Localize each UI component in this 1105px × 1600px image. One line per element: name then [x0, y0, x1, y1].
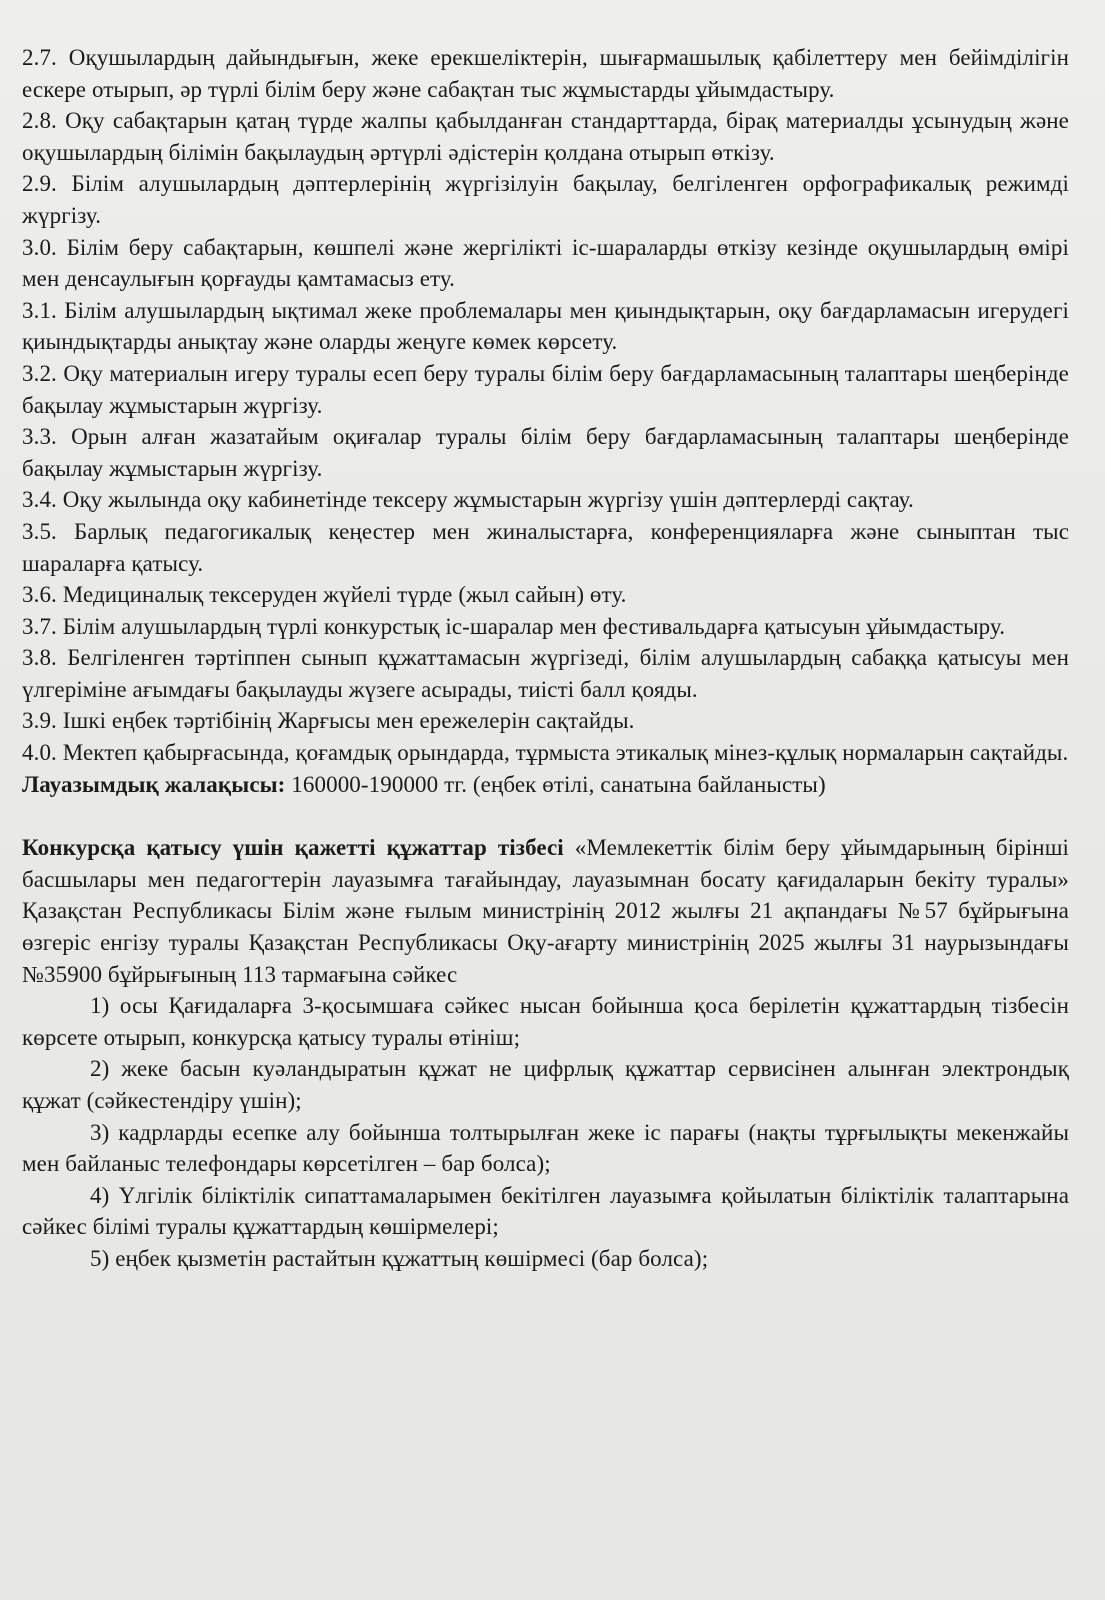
duty-item-3-6: 3.6. Медициналық тексеруден жүйелі түрде (жыл сайын) өту. [22, 582, 627, 608]
duty-item-2-8: 2.8. Оқу сабақтарын қатаң түрде жалпы қабылданған стандарттарда, бірақ материалды ұсынудың және оқушылардың білімін бақылаудың әртүрлі әдістерін қолдана отырып өткізу. [22, 108, 1069, 165]
duty-item-3-2: 3.2. Оқу материалын игеру туралы есеп беру туралы білім беру бағдарламасының талаптары шеңберінде бақылау жұмыстарын жүргізу. [22, 360, 1069, 418]
document-item-2: 2) жеке басын куәландыратын құжат не цифрлық құжаттар сервисінен алынған электрондық құжат (сәйкестендіру үшін); [22, 1056, 1069, 1113]
duty-item-3-4: 3.4. Оқу жылында оқу кабинетінде тексеру жұмыстарын жүргізу үшін дәптерлерді сақтау. [22, 487, 914, 513]
salary-value: 160000-190000 тг. (еңбек өтілі, санатына байланысты) [285, 771, 826, 797]
duty-item-3-1: 3.1. Білім алушылардың ықтимал жеке проблемалары мен қиындықтарын, оқу бағдарламасын игерудегі қиындықтарды анықтау және оларды жеңуге көмек көрсету. [22, 297, 1069, 355]
document-item-1: 1) осы Қағидаларға 3-қосымшаға сәйкес нысан бойынша қоса берілетін құжаттардың тізбесін көрсете отырып, конкурсқа қатысу туралы өтініш; [22, 993, 1069, 1050]
duty-item-3-7: 3.7. Білім алушылардың түрлі конкурстық іс-шаралар мен фестивальдарға қатысуын ұйымдастыру. [22, 613, 1006, 639]
duty-item-2-9: 2.9. Білім алушылардың дәптерлерінің жүргізілуін бақылау, белгіленген орфографикалық режимді жүргізу. [22, 171, 1069, 228]
duty-item-4-0: 4.0. Мектеп қабырғасында, қоғамдық орындарда, тұрмыста этикалық мінез-құлық нормаларын сақтайды. [22, 740, 1069, 766]
document-item-5: 5) еңбек қызметін растайтын құжаттың көшірмесі (бар болса); [90, 1245, 709, 1271]
duty-item-3-3: 3.3. Орын алған жазатайым оқиғалар туралы білім беру бағдарламасының талаптары шеңберінде бақылау жұмыстарын жүргізу. [22, 424, 1069, 481]
documents-intro-paragraph [22, 832, 1069, 990]
duty-item-2-7: 2.7. Оқушылардың дайындығын, жеке ерекшеліктерін, шығармашылық қабілеттеру мен бейімділігін ескере отырып, әр түрлі білім беру және сабақтан тыс жұмыстарды ұйымдастыру. [22, 45, 1069, 102]
documents-heading: Конкурсқа қатысу үшін қажетті құжаттар тізбесі [22, 835, 564, 861]
duty-item-3-9: 3.9. Ішкі еңбек тәртібінің Жарғысы мен ережелерін сақтайды. [22, 708, 635, 734]
document-item-4: 4) Үлгілік біліктілік сипаттамаларымен бекітілген лауазымға қойылатын біліктілік талаптарына сәйкес білімі туралы құжаттардың көшірмелері; [22, 1182, 1069, 1240]
document-item-3: 3) кадрларды есепке алу бойынша толтырылған жеке іс парағы (нақты тұрғылықты мекенжайы мен байланыс телефондары көрсетілген – бар болса); [22, 1119, 1069, 1177]
duty-item-3-8: 3.8. Белгіленген тәртіппен сынып құжаттамасын жүргізеді, білім алушылардың сабаққа қатысуы мен үлгеріміне ағымдағы бақылауды жүзеге асырады, тиісті балл қояды. [22, 645, 1069, 702]
salary-label: Лауазымдық жалақысы: [22, 771, 286, 797]
duty-item-3-5: 3.5. Барлық педагогикалық кеңестер мен жиналыстарға, конференцияларға және сыныптан тыс шараларға қатысу. [22, 518, 1069, 576]
documents-intro: «Мемлекеттік білім беру ұйымдарының бірінші басшылары мен педагогтерін лауазымға тағайындау, лауазымнан босату қағидаларын бекіту туралы» Қазақстан Республикасы Білім және ғылым министрінің 2012 жылғы 21 ақпандағы №57 бұйрығына өзгеріс енгізу туралы Қазақстан Республикасы Оқу-ағарту министрінің 2025 жылғы 31 наурызындағы №35900 бұйрығының 113 тармағына сәйкес [22, 835, 1069, 987]
salary-line [22, 769, 1069, 801]
duty-item-3-0: 3.0. Білім беру сабақтарын, көшпелі және жергілікті іс-шараларды өткізу кезінде оқушылардың өмірі мен денсаулығын қорғауды қамтамасыз ету. [22, 234, 1069, 292]
section-spacer [22, 800, 1069, 832]
